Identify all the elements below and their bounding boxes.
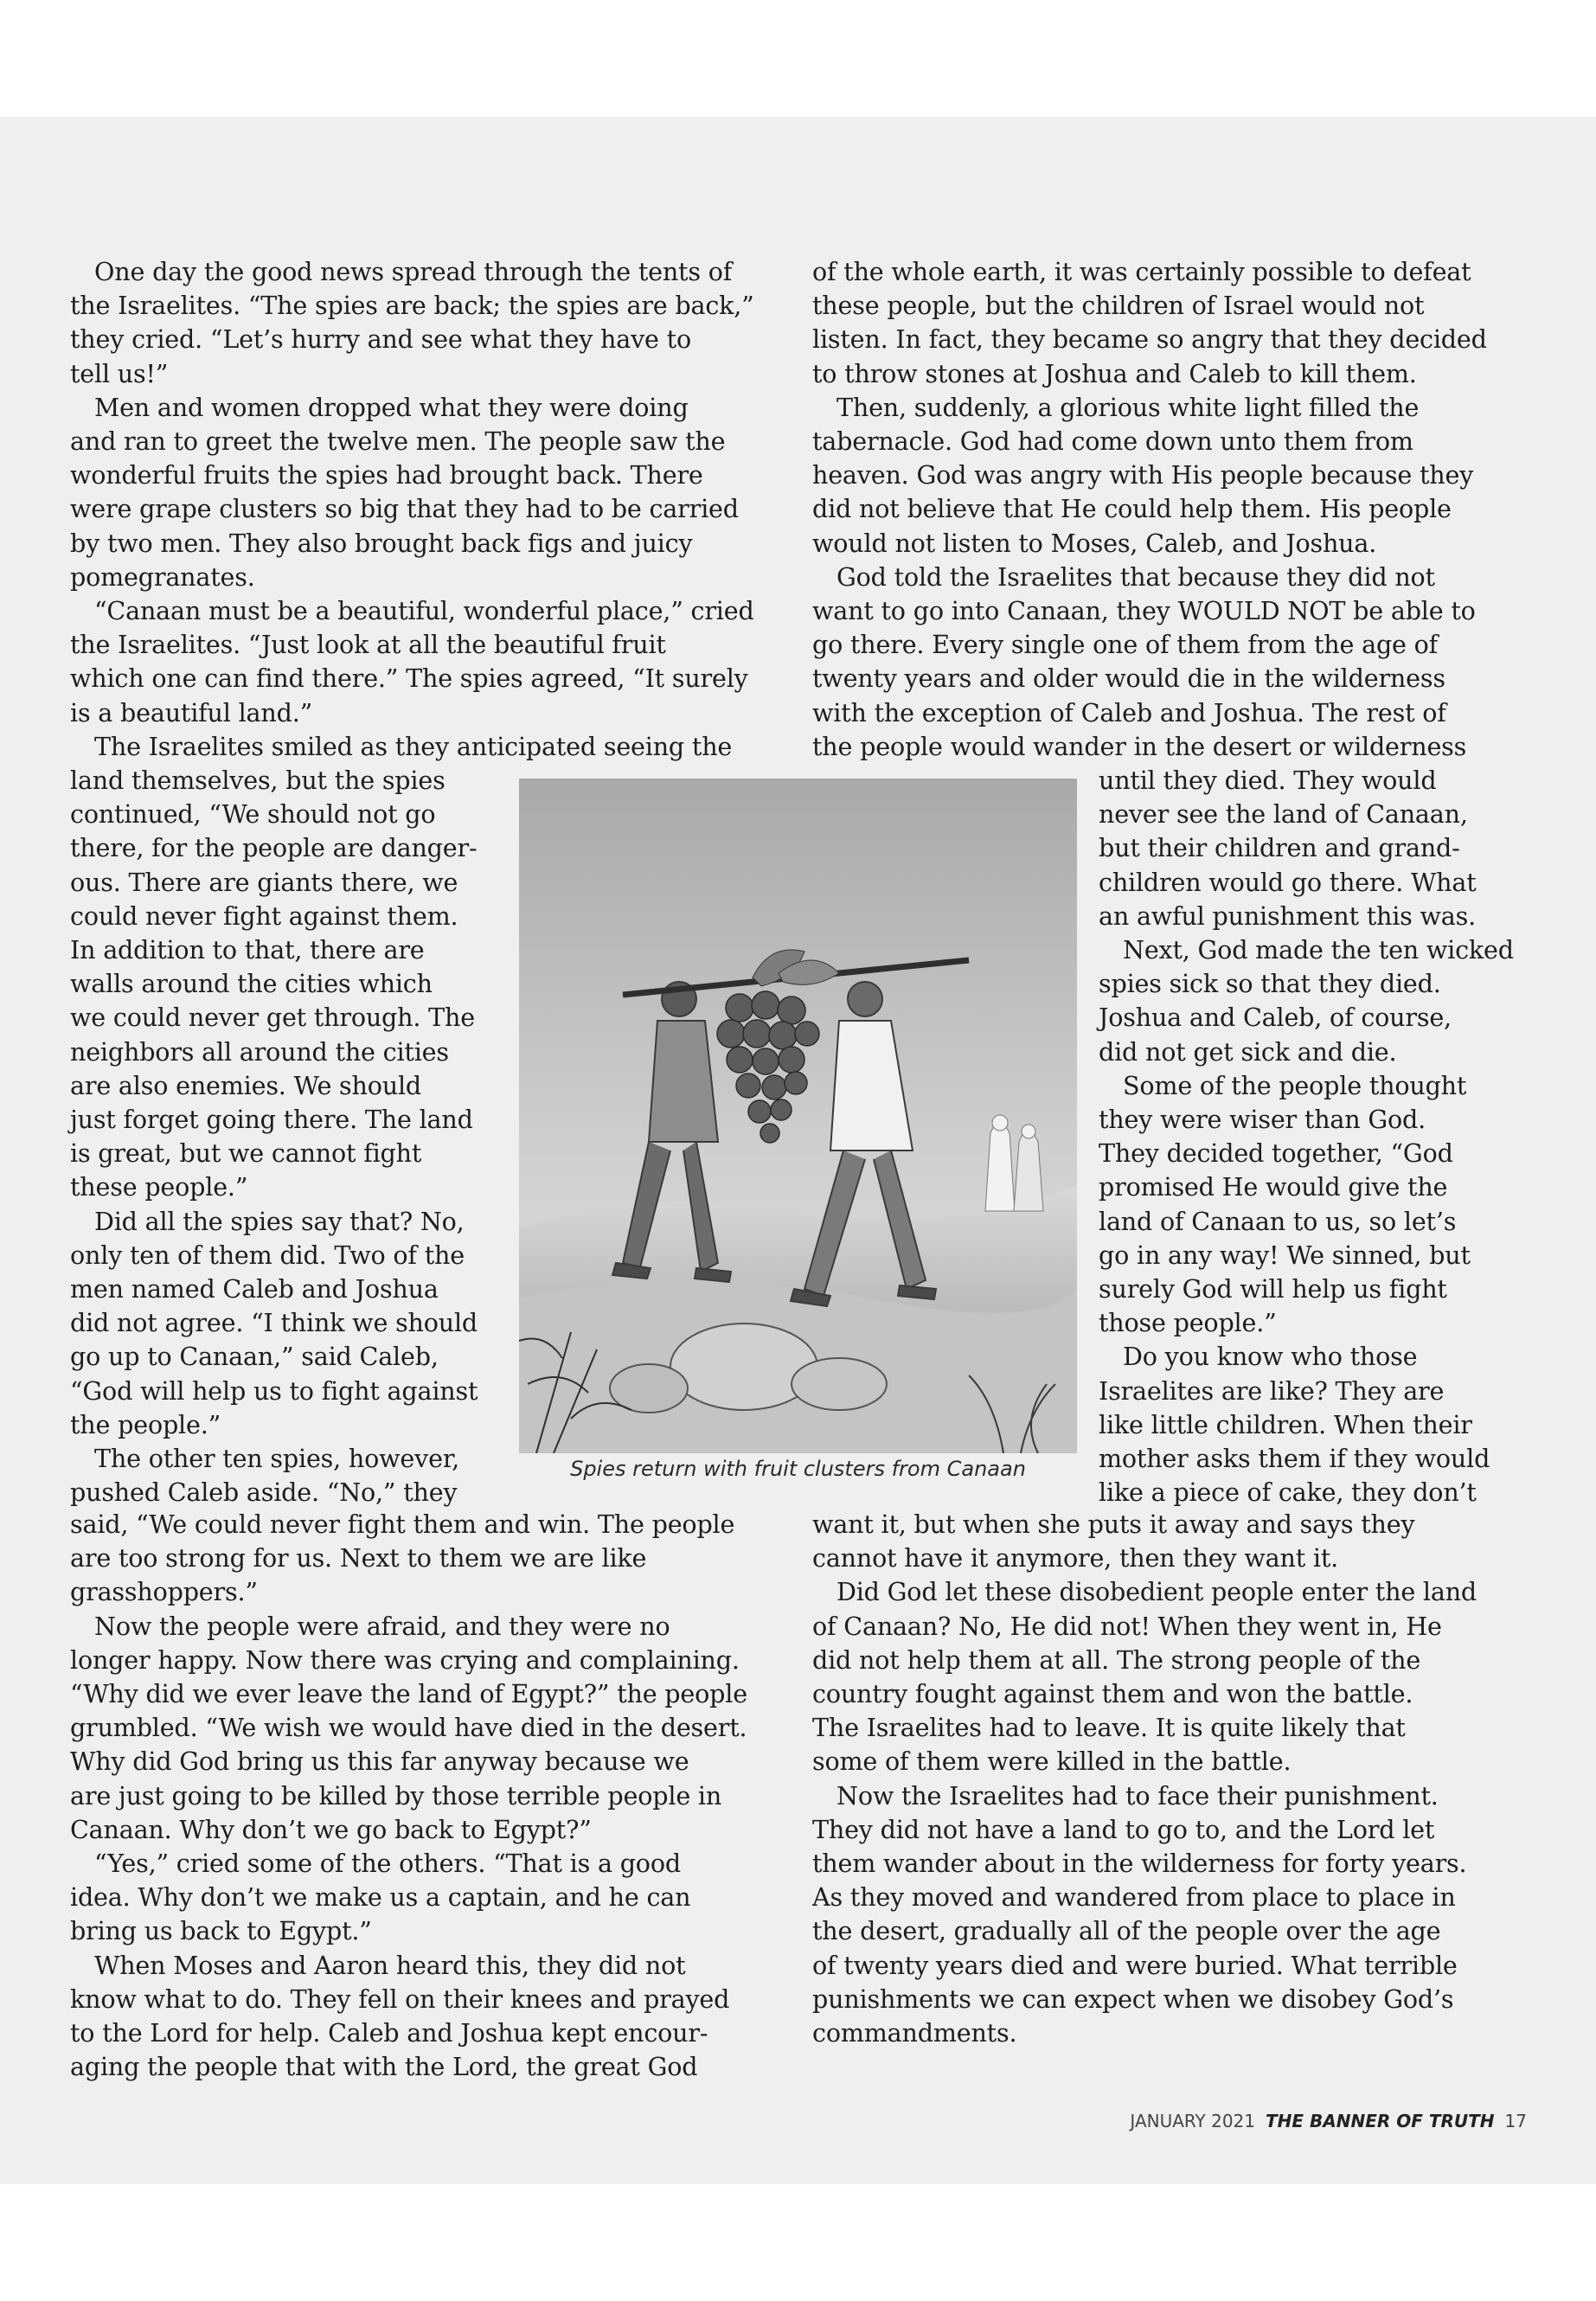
paragraph-line: land themselves, but the spies bbox=[70, 766, 445, 795]
paragraph-line: Some of the people thought bbox=[1123, 1070, 1467, 1100]
right-column-top bbox=[812, 255, 1530, 764]
paragraph-line: are too strong for us. Next to them we are like bbox=[70, 1543, 647, 1574]
paragraph-line: the desert, gradually all of the people over the age bbox=[812, 1916, 1441, 1946]
paragraph-line: punishments we can expect when we disobey God’s bbox=[812, 1984, 1454, 2014]
paragraph-line: The other ten spies, however, bbox=[94, 1444, 460, 1474]
paragraph-line: Joshua and Caleb, of course, bbox=[1099, 1003, 1452, 1033]
paragraph-line: did not help them at all. The strong people of the bbox=[812, 1644, 1421, 1675]
paragraph-line: go up to Canaan,” said Caleb, bbox=[70, 1342, 439, 1372]
paragraph-line: They decided together, “God bbox=[1099, 1138, 1453, 1169]
paragraph-line: would not listen to Moses, Caleb, and Joshua. bbox=[812, 528, 1377, 558]
paragraph bbox=[812, 561, 1530, 764]
paragraph-line: go in any way! We sinned, but bbox=[1099, 1240, 1471, 1270]
paragraph-line: like a piece of cake, they don’t bbox=[1099, 1477, 1477, 1508]
issue-date: JANUARY 2021 bbox=[1130, 2111, 1256, 2131]
paragraph-line: pomegranates. bbox=[70, 561, 255, 592]
paragraph-line: country fought against them and won the battle. bbox=[812, 1679, 1413, 1709]
paragraph-line: grumbled. “We wish we would have died in the desert. bbox=[70, 1713, 747, 1743]
paragraph bbox=[70, 764, 503, 1205]
paragraph-line: are also enemies. We should bbox=[70, 1070, 422, 1100]
paragraph bbox=[70, 1205, 503, 1442]
illustration-caption: Spies return with fruit clusters from Canaan bbox=[570, 1457, 1026, 1481]
paragraph-line: they cried. “Let’s hurry and see what they have to bbox=[70, 324, 691, 355]
paragraph-line: those people.” bbox=[1099, 1308, 1277, 1338]
left-column-wrapped bbox=[70, 764, 503, 1509]
paragraph-line: The Israelites had to leave. It is quite likely that bbox=[812, 1713, 1406, 1743]
paragraph bbox=[70, 1508, 775, 1610]
paragraph-line: were grape clusters so big that they had to be carried bbox=[70, 494, 739, 524]
paragraph-line: In addition to that, there are bbox=[70, 935, 425, 965]
paragraph bbox=[70, 1847, 775, 1949]
paragraph bbox=[70, 391, 775, 594]
paragraph-line: As they moved and wandered from place to place in bbox=[812, 1882, 1456, 1913]
paragraph-line: until they died. They would bbox=[1099, 766, 1437, 795]
paragraph-line: pushed Caleb aside. “No,” they bbox=[70, 1477, 458, 1508]
paragraph-line: but their children and grand- bbox=[1099, 833, 1460, 863]
paragraph-line: by two men. They also brought back figs and juicy bbox=[70, 528, 693, 558]
left-column-top bbox=[70, 255, 775, 764]
paragraph bbox=[812, 1779, 1530, 2051]
paragraph-line: just forget going there. The land bbox=[70, 1105, 473, 1135]
paragraph-line: and ran to greet the twelve men. The people saw the bbox=[70, 426, 726, 457]
paragraph-line: these people.” bbox=[70, 1172, 248, 1202]
paragraph bbox=[1099, 1340, 1531, 1509]
paragraph-line: walls around the cities which bbox=[70, 969, 433, 999]
paragraph bbox=[70, 1442, 503, 1509]
paragraph-line: Now the people were afraid, and they were no bbox=[94, 1611, 670, 1641]
paragraph bbox=[70, 594, 775, 730]
paragraph-line: Israelites are like? They are bbox=[1099, 1375, 1445, 1406]
paragraph-line: One day the good news spread through the tents of bbox=[94, 257, 733, 286]
paragraph-line: is a beautiful land.” bbox=[70, 697, 313, 727]
paragraph-line: of the whole earth, it was certainly possible to defeat bbox=[812, 257, 1471, 286]
paragraph-line: could never fight against them. bbox=[70, 901, 458, 931]
paragraph bbox=[812, 391, 1530, 561]
paragraph-line: continued, “We should not go bbox=[70, 799, 436, 830]
paragraph bbox=[70, 1610, 775, 1847]
paragraph-line: to the Lord for help. Caleb and Joshua kept encour- bbox=[70, 2018, 708, 2048]
paragraph-line: want it, but when she puts it away and says they bbox=[812, 1509, 1415, 1539]
paragraph-line: go there. Every single one of them from the age of bbox=[812, 630, 1439, 660]
paragraph-line: Now the Israelites had to face their punishment. bbox=[836, 1780, 1439, 1811]
paragraph-line: wonderful fruits the spies had brought back. There bbox=[70, 460, 703, 490]
paragraph-line: the Israelites. “The spies are back; the spies are back,” bbox=[70, 291, 754, 321]
paragraph-line: they were wiser than God. bbox=[1099, 1105, 1426, 1135]
paragraph-line: spies sick so that they died. bbox=[1099, 969, 1441, 999]
publication-name: THE BANNER OF TRUTH bbox=[1266, 2111, 1495, 2131]
engraving-image bbox=[519, 779, 1077, 1453]
paragraph-line: them wander about in the wilderness for forty years. bbox=[812, 1849, 1467, 1879]
paragraph-line: grasshoppers.” bbox=[70, 1577, 258, 1607]
page-number: 17 bbox=[1504, 2111, 1527, 2131]
paragraph-line: “Canaan must be a beautiful, wonderful place,” cried bbox=[94, 596, 754, 626]
paragraph-line: mother asks them if they would bbox=[1099, 1444, 1490, 1474]
right-column-bottom bbox=[812, 1508, 1530, 2050]
paragraph-line: neighbors all around the cities bbox=[70, 1036, 449, 1067]
right-column-wrapped bbox=[1099, 764, 1531, 1509]
paragraph-line: did not believe that He could help them. His people bbox=[812, 494, 1452, 524]
paragraph-line: some of them were killed in the battle. bbox=[812, 1747, 1292, 1777]
paragraph-line: only ten of them did. Two of the bbox=[70, 1240, 465, 1270]
paragraph-line: are just going to be killed by those terrible people in bbox=[70, 1780, 722, 1811]
paragraph-line: the people.” bbox=[70, 1409, 221, 1439]
paragraph-line: want to go into Canaan, they WOULD NOT be able to bbox=[812, 596, 1476, 626]
paragraph bbox=[812, 1575, 1530, 1779]
paragraph-line: said, “We could never fight them and win. The people bbox=[70, 1509, 735, 1539]
paragraph-line: promised He would give the bbox=[1099, 1172, 1448, 1202]
paragraph-line: listen. In fact, they became so angry that they decided bbox=[812, 324, 1487, 355]
paragraph-line: land of Canaan to us, so let’s bbox=[1099, 1206, 1457, 1236]
paragraph-line: there, for the people are danger- bbox=[70, 833, 478, 863]
paragraph-line: these people, but the children of Israel would not bbox=[812, 291, 1425, 321]
paragraph-line: Canaan. Why don’t we go back to Egypt?” bbox=[70, 1814, 592, 1844]
paragraph-line: Do you know who those bbox=[1123, 1342, 1418, 1372]
paragraph-line: of Canaan? No, He did not! When they went in, He bbox=[812, 1611, 1442, 1641]
paragraph-line: the Israelites. “Just look at all the beautiful fruit bbox=[70, 630, 666, 660]
page-footer bbox=[1130, 2111, 1527, 2131]
paragraph-line: with the exception of Caleb and Joshua. The rest of bbox=[812, 697, 1446, 727]
paragraph-line: did not agree. “I think we should bbox=[70, 1308, 478, 1338]
spies-illustration bbox=[519, 779, 1077, 1453]
paragraph-line: Did God let these disobedient people enter the land bbox=[836, 1577, 1477, 1607]
paragraph-line: longer happy. Now there was crying and complaining. bbox=[70, 1644, 740, 1675]
paragraph-line: know what to do. They fell on their knees and prayed bbox=[70, 1984, 730, 2014]
paragraph bbox=[1099, 933, 1531, 1069]
paragraph-line: children would go there. What bbox=[1099, 867, 1477, 897]
paragraph-line: which one can find there.” The spies agreed, “It surely bbox=[70, 663, 748, 694]
paragraph-line: an awful punishment this was. bbox=[1099, 901, 1477, 931]
paragraph-line: God told the Israelites that because they did not bbox=[836, 561, 1435, 592]
paragraph-line: of twenty years died and were buried. What terrible bbox=[812, 1950, 1458, 1980]
paragraph bbox=[70, 1949, 775, 2085]
paragraph bbox=[812, 1508, 1530, 1575]
paragraph-line: Then, suddenly, a glorious white light filled the bbox=[836, 392, 1420, 422]
paragraph-line: tell us!” bbox=[70, 358, 169, 388]
paragraph-line: twenty years and older would die in the wilderness bbox=[812, 663, 1445, 694]
paragraph-line: Men and women dropped what they were doing bbox=[94, 392, 689, 422]
paragraph-line: “God will help us to fight against bbox=[70, 1375, 478, 1406]
paragraph-line: They did not have a land to go to, and the Lord let bbox=[812, 1814, 1435, 1844]
paragraph-line: cannot have it anymore, then they want it. bbox=[812, 1543, 1338, 1574]
paragraph-line: is great, but we cannot fight bbox=[70, 1138, 422, 1169]
paragraph-line: bring us back to Egypt.” bbox=[70, 1916, 372, 1946]
paragraph bbox=[812, 255, 1530, 391]
paragraph-line: to throw stones at Joshua and Caleb to kill them. bbox=[812, 358, 1417, 388]
paragraph bbox=[1099, 1069, 1531, 1341]
paragraph-line: men named Caleb and Joshua bbox=[70, 1274, 439, 1304]
paragraph-line: Did all the spies say that? No, bbox=[94, 1206, 465, 1236]
paragraph bbox=[1099, 764, 1531, 933]
paragraph-line: Why did God bring us this far anyway because we bbox=[70, 1747, 689, 1777]
paragraph bbox=[70, 255, 775, 391]
paragraph-line: idea. Why don’t we make us a captain, and he can bbox=[70, 1882, 691, 1913]
paragraph-line: surely God will help us fight bbox=[1099, 1274, 1447, 1304]
paragraph-line: tabernacle. God had come down unto them from bbox=[812, 426, 1413, 457]
left-column-bottom bbox=[70, 1508, 775, 2084]
paragraph-line: commandments. bbox=[812, 2018, 1017, 2048]
paragraph-line: “Why did we ever leave the land of Egypt?” the people bbox=[70, 1679, 747, 1709]
paragraph-line: we could never get through. The bbox=[70, 1003, 475, 1033]
paragraph-line: The Israelites smiled as they anticipated seeing the bbox=[94, 731, 733, 761]
paragraph-line: ous. There are giants there, we bbox=[70, 867, 458, 897]
paragraph-line: When Moses and Aaron heard this, they did not bbox=[94, 1950, 686, 1980]
paragraph-line: never see the land of Canaan, bbox=[1099, 799, 1468, 830]
paragraph-line: like little children. When their bbox=[1099, 1409, 1472, 1439]
paragraph-line: did not get sick and die. bbox=[1099, 1036, 1397, 1067]
paragraph-line: the people would wander in the desert or wilderness bbox=[812, 731, 1467, 761]
paragraph-line: “Yes,” cried some of the others. “That is a good bbox=[94, 1849, 681, 1879]
paragraph-line: Next, God made the ten wicked bbox=[1123, 935, 1514, 965]
paragraph-line: aging the people that with the Lord, the great God bbox=[70, 2052, 698, 2082]
paragraph-line: heaven. God was angry with His people because they bbox=[812, 460, 1474, 490]
